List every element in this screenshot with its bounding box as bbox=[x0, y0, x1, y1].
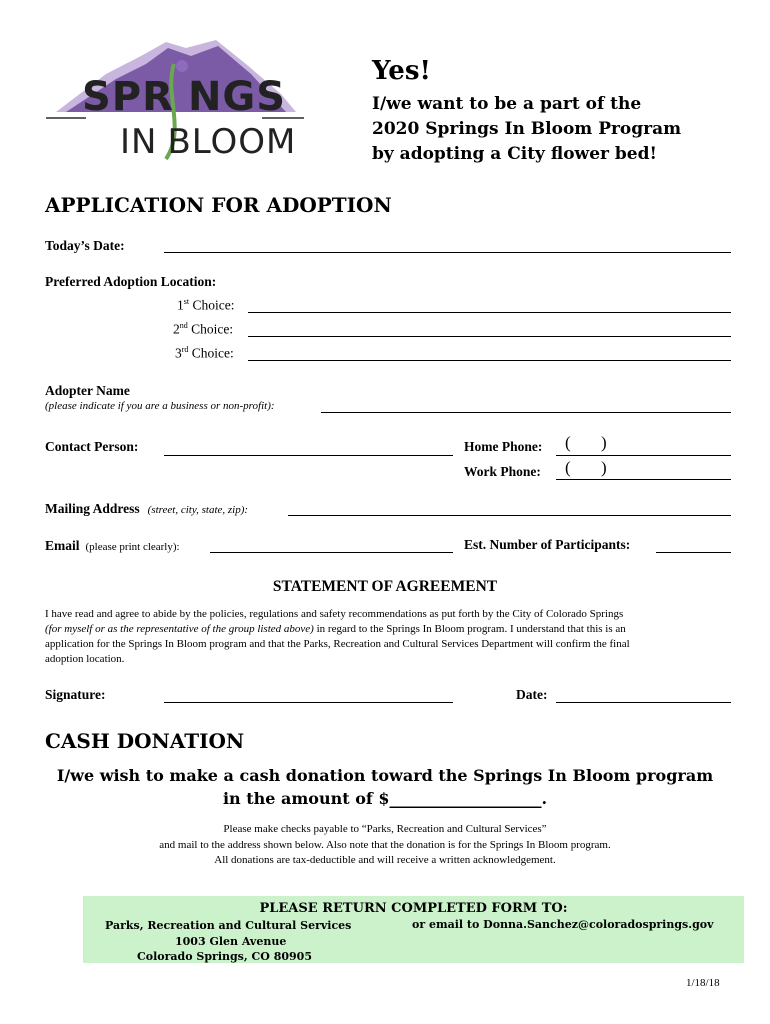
choice-1-field[interactable] bbox=[248, 312, 731, 313]
home-phone-area-open: ( bbox=[565, 433, 571, 452]
logo-word-springs: SPR NGS bbox=[82, 74, 287, 120]
email-label-group bbox=[45, 537, 180, 555]
choice-2-label: 2nd Choice: bbox=[173, 321, 234, 337]
contact-person-field[interactable] bbox=[164, 455, 453, 456]
springs-in-bloom-logo bbox=[46, 34, 304, 174]
work-phone-field[interactable] bbox=[556, 479, 731, 480]
return-org: Parks, Recreation and Cultural Services bbox=[105, 919, 352, 932]
email-label: Email bbox=[45, 538, 80, 553]
donation-statement bbox=[0, 764, 770, 810]
work-phone-area-open: ( bbox=[565, 458, 571, 477]
tagline-line-3: by adopting a City flower bed! bbox=[372, 144, 657, 164]
work-phone-label: Work Phone: bbox=[464, 464, 541, 479]
choice-3-label: 3rd Choice: bbox=[175, 345, 234, 361]
email-hint: (please print clearly): bbox=[85, 541, 180, 553]
mailing-address-label-group bbox=[45, 500, 248, 518]
return-box-title: PLEASE RETURN COMPLETED FORM TO: bbox=[259, 901, 568, 916]
adopter-name-label: Adopter Name bbox=[45, 383, 130, 398]
application-title: APPLICATION FOR ADOPTION bbox=[45, 193, 392, 217]
preferred-location-label: Preferred Adoption Location: bbox=[45, 274, 217, 289]
donation-notes bbox=[0, 822, 770, 869]
return-form-box bbox=[83, 896, 744, 963]
contact-person-label: Contact Person: bbox=[45, 439, 139, 454]
work-phone-area-close: ) bbox=[601, 458, 607, 477]
return-address bbox=[105, 918, 351, 965]
return-street: 1003 Glen Avenue bbox=[175, 934, 287, 948]
agreement-line-3: application for the Springs In Bloom program and that the Parks, Recreation and Cultural Services Department will confirm the final bbox=[45, 638, 630, 650]
donation-line-1: I/we wish to make a cash donation toward the Springs In Bloom program bbox=[56, 766, 714, 785]
participants-label: Est. Number of Participants: bbox=[464, 537, 631, 552]
home-phone-label: Home Phone: bbox=[464, 439, 543, 454]
mailing-address-hint: (street, city, state, zip): bbox=[147, 504, 249, 516]
donation-line-2[interactable]: in the amount of $___________________. bbox=[222, 789, 548, 808]
return-city: Colorado Springs, CO 80905 bbox=[137, 950, 312, 963]
home-phone-field[interactable] bbox=[556, 455, 731, 456]
agreement-line-4: adoption location. bbox=[45, 653, 125, 665]
choice-2-field[interactable] bbox=[248, 336, 731, 337]
participants-field[interactable] bbox=[656, 552, 731, 553]
home-phone-area-close: ) bbox=[601, 433, 607, 452]
yes-heading: Yes! bbox=[372, 56, 431, 86]
donation-note-3: All donations are tax-deductible and will receive a written acknowledgement. bbox=[214, 854, 556, 866]
agreement-text bbox=[45, 607, 745, 667]
tagline-line-1: I/we want to be a part of the bbox=[372, 94, 642, 114]
donation-note-2: and mail to the address shown below. Also note that the donation is for the Springs In Bloom program. bbox=[159, 838, 611, 851]
signature-label: Signature: bbox=[45, 687, 106, 702]
return-email[interactable]: or email to Donna.Sanchez@coloradosprings.gov bbox=[412, 918, 714, 931]
choice-3-field[interactable] bbox=[248, 360, 731, 361]
adopter-name-field[interactable] bbox=[321, 412, 731, 413]
logo-word-in-bloom: IN BLOOM bbox=[120, 122, 297, 162]
todays-date-field[interactable] bbox=[164, 252, 731, 253]
mailing-address-field[interactable] bbox=[288, 515, 731, 516]
choice-1-label: 1st Choice: bbox=[177, 297, 235, 313]
signature-field[interactable] bbox=[164, 702, 453, 703]
agreement-line-2: (for myself or as the representative of the group listed above) in regard to the Springs In Bloom program. I understand that this is an bbox=[45, 623, 626, 635]
mailing-address-label: Mailing Address bbox=[45, 501, 140, 516]
agreement-title: STATEMENT OF AGREEMENT bbox=[272, 578, 498, 595]
tagline-line-2: 2020 Springs In Bloom Program bbox=[372, 119, 682, 139]
todays-date-label: Today’s Date: bbox=[45, 238, 125, 253]
agreement-line-1: I have read and agree to abide by the policies, regulations and safety recommendations as put forth by the City of Colorado Springs bbox=[45, 608, 624, 620]
footer-date: 1/18/18 bbox=[686, 977, 720, 989]
agreement-date-field[interactable] bbox=[556, 702, 731, 703]
header-tagline bbox=[372, 92, 681, 167]
donation-title: CASH DONATION bbox=[45, 729, 245, 753]
agreement-date-label: Date: bbox=[516, 687, 548, 702]
email-field[interactable] bbox=[210, 552, 453, 553]
donation-note-1: Please make checks payable to “Parks, Recreation and Cultural Services” bbox=[223, 823, 547, 835]
adopter-name-hint: (please indicate if you are a business or non-profit): bbox=[45, 400, 275, 412]
